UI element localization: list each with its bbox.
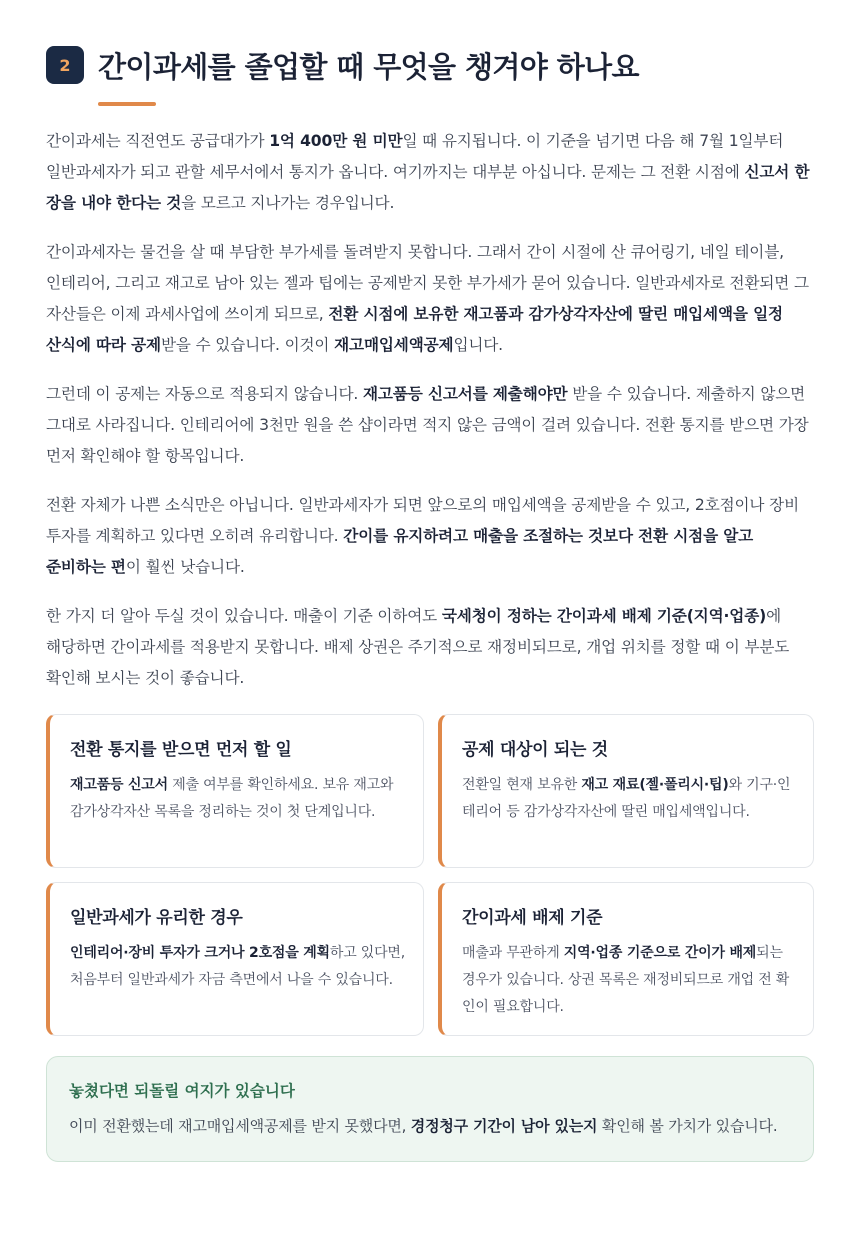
emphasis-text: 신고서 한 장을 내야 한다는 것	[46, 163, 810, 212]
text-run: 매출과 무관하게	[462, 945, 564, 961]
info-card	[46, 882, 424, 1036]
card-title: 일반과세가 유리한 경우	[70, 908, 243, 928]
emphasis-text: 전환 시점에 보유한 재고품과 감가상각자산에 딸린 매입세액을 일정 산식에 따라 공제	[46, 305, 783, 354]
emphasis-text: 재고품등 신고서	[70, 777, 168, 793]
text-run: 받을 수 있습니다. 이것이	[160, 336, 335, 354]
text-run: 하고 있다면, 처음부터 일반과세가 자금 측면에서 나을 수 있습니다.	[70, 945, 405, 988]
info-card	[438, 714, 814, 868]
text-run: 입니다.	[453, 336, 503, 354]
emphasis-text: 인테리어·장비 투자가 크거나 2호점을 계획	[70, 945, 330, 961]
emphasis-text: 간이를 유지하려고 매출을 조절하는 것보다 전환 시점을 알고 준비하는 편	[46, 527, 754, 576]
card-title: 전환 통지를 받으면 먼저 할 일	[70, 740, 292, 760]
text-run: 와 기구·인테리어 등 감가상각자산에 딸린 매입세액입니다.	[462, 777, 791, 820]
text-run: 전환 자체가 나쁜 소식만은 아닙니다. 일반과세자가 되면 앞으로의 매입세액을 공제받을 수 있고, 2호점이나 장비 투자를 계획하고 있다면 오히려 유리합니다.	[46, 496, 799, 545]
section-title: 간이과세를 졸업할 때 무엇을 챙겨야 하나요	[98, 49, 639, 84]
text-run: 을 모르고 지나가는 경우입니다.	[181, 194, 395, 212]
text-run: 확인해 볼 가치가 있습니다.	[597, 1117, 778, 1135]
paragraph	[46, 490, 814, 583]
section-number-badge: 2	[46, 46, 84, 84]
text-run: 되는 경우가 있습니다. 상권 목록은 재정비되므로 개업 전 확인이 필요합니다.	[462, 945, 790, 1015]
text-run: 제출 여부를 확인하세요. 보유 재고와 감가상각자산 목록을 정리하는 것이 첫 단계입니다.	[70, 777, 394, 820]
text-run: 일 때 유지됩니다. 이 기준을 넘기면 다음 해 7월 1일부터 일반과세자가 되고 관할 세무서에서 통지가 옵니다. 여기까지는 대부분 아십니다. 문제는 그 전환 시점에	[46, 132, 784, 181]
text-run: 이미 전환했는데 재고매입세액공제를 받지 못했다면,	[69, 1117, 411, 1135]
emphasis-text: 재고 재료(젤·폴리시·팁)	[581, 777, 729, 793]
emphasis-text: 1억 400만 원 미만	[269, 132, 403, 150]
paragraph	[46, 601, 814, 694]
paragraph	[46, 126, 814, 219]
text-run: 에 해당하면 간이과세를 적용받지 못합니다. 배제 상권은 주기적으로 재정비되므로, 개업 위치를 정할 때 이 부분도 확인해 보시는 것이 좋습니다.	[46, 607, 790, 687]
info-card	[46, 714, 424, 868]
paragraph	[46, 379, 814, 472]
callout-body	[69, 1111, 791, 1141]
emphasis-text: 재고품등 신고서를 제출해야만	[363, 385, 568, 403]
card-body	[70, 940, 405, 994]
card-body	[462, 940, 795, 1021]
body-paragraphs	[46, 126, 814, 694]
card-title: 간이과세 배제 기준	[462, 908, 603, 928]
card-body	[462, 772, 795, 826]
text-run: 그런데 이 공제는 자동으로 적용되지 않습니다.	[46, 385, 364, 403]
paragraph	[46, 237, 814, 361]
text-run: 받을 수 있습니다. 제출하지 않으면 그대로 사라집니다. 인테리어에 3천만 원을 쓴 샵이라면 적지 않은 금액이 걸려 있습니다. 전환 통지를 받으면 가장 먼저 확인해야 할 항목입니다.	[46, 385, 809, 465]
card-title: 공제 대상이 되는 것	[462, 740, 608, 760]
text-run: 간이과세는 직전연도 공급대가가	[46, 132, 270, 150]
emphasis-text: 재고매입세액공제	[334, 336, 454, 354]
text-run: 이 훨씬 낫습니다.	[125, 558, 245, 576]
section-heading	[46, 40, 814, 90]
tip-callout	[46, 1056, 814, 1162]
callout-title: 놓쳤다면 되돌릴 여지가 있습니다	[69, 1082, 295, 1100]
title-accent-bar	[98, 102, 156, 106]
emphasis-text: 국세청이 정하는 간이과세 배제 기준(지역·업종)	[441, 607, 767, 625]
text-run: 한 가지 더 알아 두실 것이 있습니다. 매출이 기준 이하여도	[46, 607, 442, 625]
info-card	[438, 882, 814, 1036]
text-run: 전환일 현재 보유한	[462, 777, 582, 793]
emphasis-text: 지역·업종 기준으로 간이가 배제	[563, 945, 757, 961]
text-run: 간이과세자는 물건을 살 때 부담한 부가세를 돌려받지 못합니다. 그래서 간이 시절에 산 큐어링기, 네일 테이블, 인테리어, 그리고 재고로 남아 있는 젤과 팁에는 공제받지 못한 부가세가 묻어 있습니다. 일반과세자로 전환되면 그 자산들은 이제 과세사업에 쓰이게 되므로,	[46, 243, 809, 323]
info-card-grid	[46, 714, 814, 1036]
card-body	[70, 772, 405, 826]
emphasis-text: 경정청구 기간이 남아 있는지	[410, 1117, 598, 1135]
